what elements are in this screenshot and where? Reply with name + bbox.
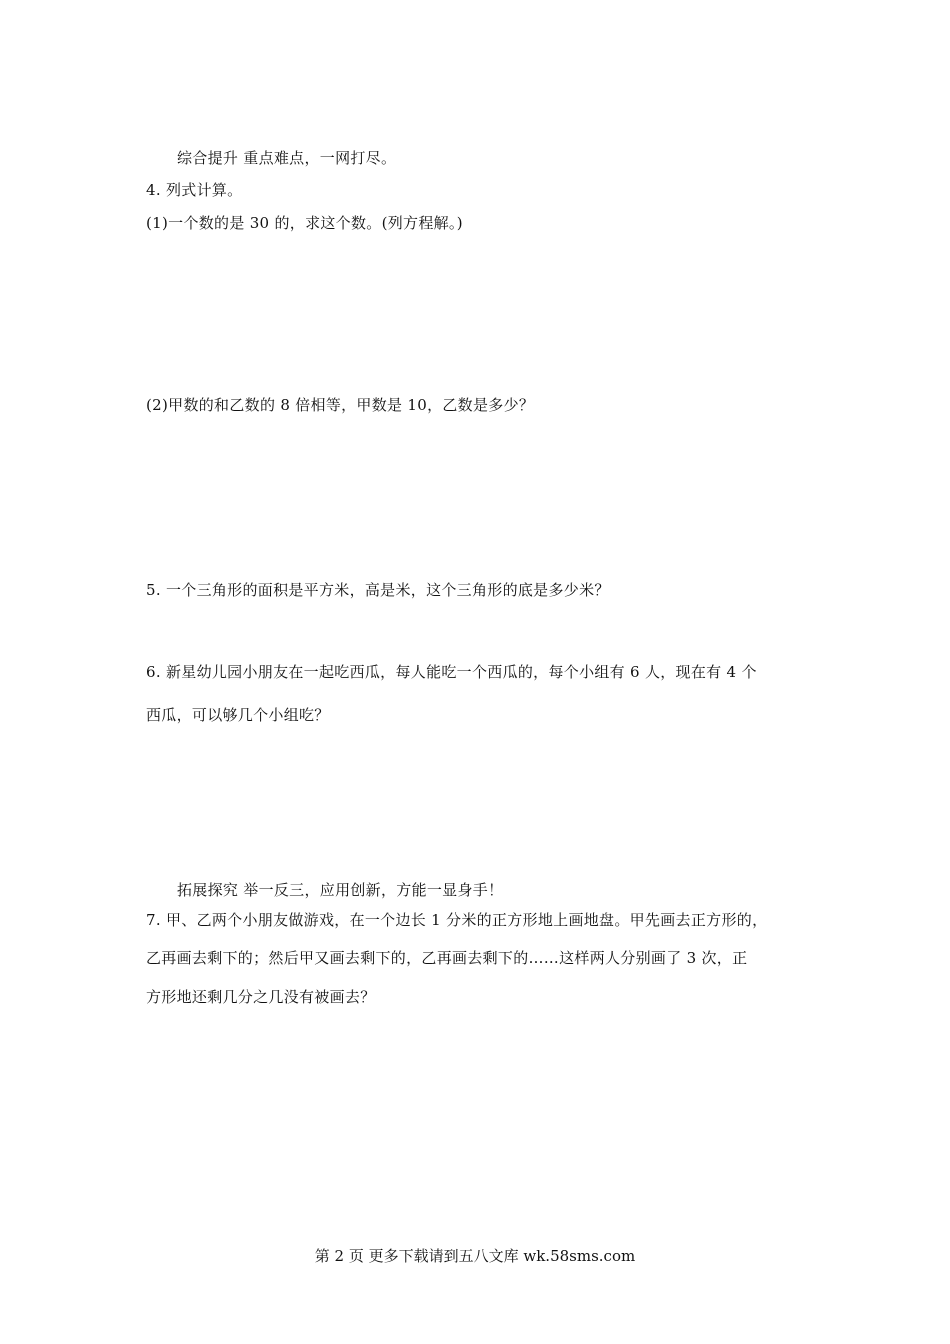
- question-7-line-2: 乙再画去剩下的；然后甲又画去剩下的，乙再画去剩下的……这样两人分别画了 3 次，正: [146, 949, 748, 967]
- question-4-heading: 4. 列式计算。: [146, 181, 243, 199]
- question-4-part-1: (1)一个数的是 30 的，求这个数。(列方程解。): [146, 214, 463, 232]
- page-footer: 第 2 页 更多下载请到五八文库 wk.58sms.com: [314, 1247, 636, 1265]
- question-7-line-1: 7. 甲、乙两个小朋友做游戏，在一个边长 1 分米的正方形地上画地盘。甲先画去正方形的，: [146, 911, 768, 929]
- question-7-line-3: 方形地还剩几分之几没有被画去？: [146, 988, 376, 1006]
- section-heading-extension: 拓展探究 举一反三，应用创新，方能一显身手！: [177, 881, 504, 899]
- question-4-part-2: (2)甲数的和乙数的 8 倍相等，甲数是 10，乙数是多少？: [146, 396, 535, 414]
- question-5: 5. 一个三角形的面积是平方米，高是米，这个三角形的底是多少米？: [146, 581, 610, 599]
- section-heading-comprehensive: 综合提升 重点难点，一网打尽。: [177, 149, 397, 167]
- question-6-line-2: 西瓜，可以够几个小组吃？: [146, 706, 330, 724]
- question-6-line-1: 6. 新星幼儿园小朋友在一起吃西瓜，每人能吃一个西瓜的，每个小组有 6 人，现在有 4 个: [146, 663, 757, 681]
